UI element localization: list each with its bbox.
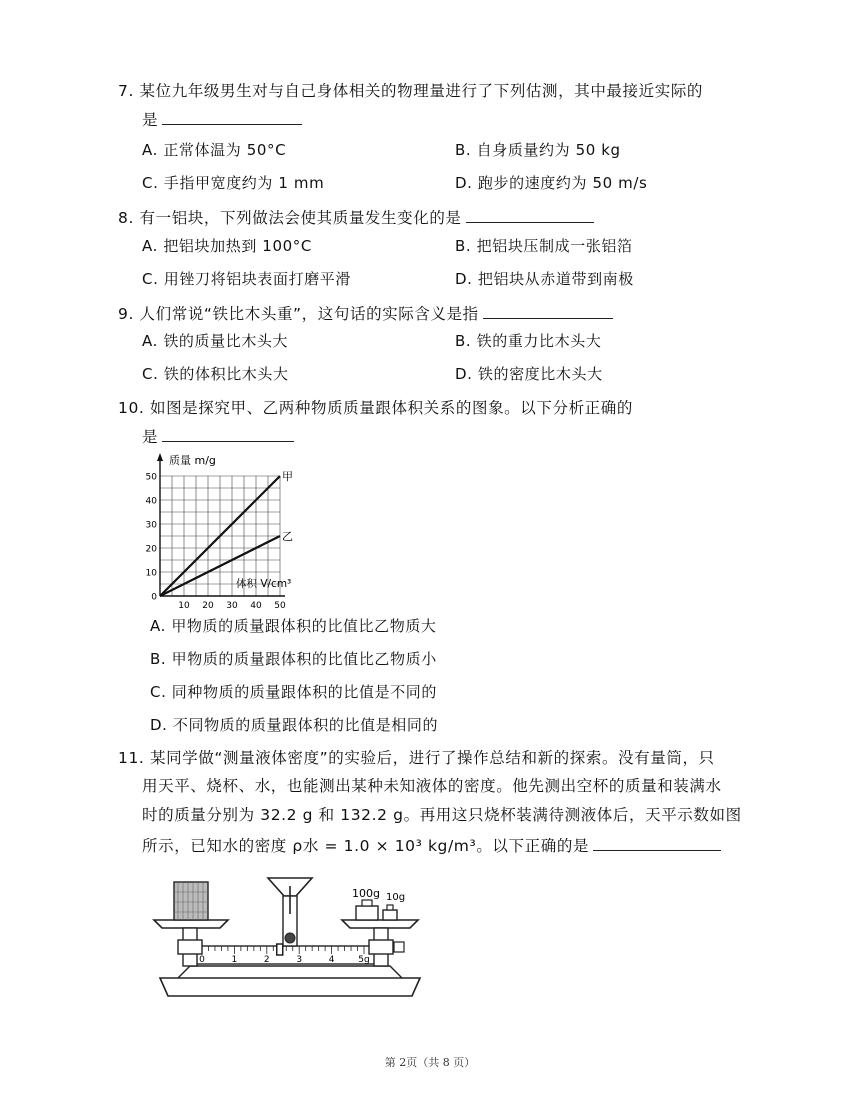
x-tick-label: 30 (226, 601, 238, 611)
q8-option-c[interactable]: C. 用锉刀将铝块表面打磨平滑 (142, 270, 352, 288)
page-footer: 第 2页（共 8 页） (384, 1056, 476, 1069)
y-axis-label: 质量 m/g (169, 454, 216, 467)
weight-100g (356, 906, 378, 920)
scale-label: 3 (296, 955, 303, 965)
y-tick-label: 40 (145, 496, 157, 507)
q10-stem-line1: 10. 如图是探究甲、乙两种物质质量跟体积关系的图象。以下分析正确的 (118, 399, 633, 417)
q8-option-d[interactable]: D. 把铝块从赤道带到南极 (455, 270, 634, 288)
scale-label: 1 (231, 955, 238, 965)
q10-option-a[interactable]: A. 甲物质的质量跟体积的比值比乙物质大 (150, 617, 437, 635)
q7-option-a[interactable]: A. 正常体温为 50°C (142, 141, 287, 159)
q7-stem-line1: 7. 某位九年级男生对与自己身体相关的物理量进行了下列估测，其中最接近实际的 (118, 82, 704, 100)
left-pan (154, 920, 228, 928)
balance-scale-bar (190, 946, 380, 964)
q11-stem-line2: 用天平、烧杯、水，也能测出某种未知液体的密度。他先测出空杯的质量和装满水 (142, 777, 722, 795)
x-tick-label: 40 (250, 601, 262, 611)
x-tick-label: 20 (202, 601, 214, 611)
q9-option-d[interactable]: D. 铁的密度比木头大 (455, 365, 603, 383)
q9-stem: 9. 人们常说“铁比木头重”，这句话的实际含义是指 (118, 300, 613, 326)
q7-option-c[interactable]: C. 手指甲宽度约为 1 mm (142, 174, 325, 192)
origin-label: 0 (151, 592, 157, 603)
q11-stem-line4: 所示，已知水的密度 ρ水 = 1.0 × 10³ kg/m³。以下正确的是 (142, 832, 721, 858)
balance-base (160, 978, 420, 996)
q7-option-b[interactable]: B. 自身质量约为 50 kg (455, 141, 621, 159)
weight-10g (383, 910, 397, 920)
answer-blank-q10[interactable] (162, 423, 294, 442)
right-pan (342, 920, 418, 928)
q9-option-b[interactable]: B. 铁的重力比木头大 (455, 332, 602, 350)
q11-stem-line3: 时的质量分别为 32.2 g 和 132.2 g。再用这只烧杯装满待测液体后，天平示数如图 (142, 806, 742, 824)
mass-volume-chart (140, 448, 293, 611)
chart-axes (157, 453, 285, 596)
x-tick-label: 10 (178, 601, 190, 611)
q10-option-d[interactable]: D. 不同物质的质量跟体积的比值是相同的 (150, 716, 439, 734)
y-tick-label: 30 (145, 520, 157, 531)
answer-blank-q7[interactable] (162, 106, 302, 125)
q7-stem-line2: 是 (142, 106, 302, 132)
q7-option-d[interactable]: D. 跑步的速度约为 50 m/s (455, 174, 648, 192)
rider[interactable] (277, 944, 283, 955)
weight-100g-label: 100g (352, 887, 380, 900)
scale-label: 5g (358, 955, 370, 965)
x-axis-label: 体积 V/cm³ (236, 578, 292, 590)
q8-option-b[interactable]: B. 把铝块压制成一张铝箔 (455, 237, 633, 255)
answer-blank-q11[interactable] (593, 832, 721, 851)
q10-stem-line2: 是 (142, 423, 294, 449)
y-tick-label: 50 (145, 472, 157, 483)
q11-stem-line1: 11. 某同学做“测量液体密度”的实验后，进行了操作总结和新的探索。没有量筒，只 (118, 749, 715, 767)
scale-label: 2 (263, 955, 270, 965)
answer-blank-q8[interactable] (466, 204, 594, 223)
answer-blank-q9[interactable] (483, 300, 613, 319)
y-tick-label: 10 (145, 568, 157, 579)
scale-label: 0 (199, 955, 205, 965)
weight-10g-label: 10g (386, 892, 406, 903)
q8-option-a[interactable]: A. 把铝块加热到 100°C (142, 237, 312, 255)
q10-option-b[interactable]: B. 甲物质的质量跟体积的比值比乙物质小 (150, 650, 437, 668)
q9-option-c[interactable]: C. 铁的体积比木头大 (142, 365, 289, 383)
y-axis-arrow (157, 453, 163, 461)
x-tick-label: 50 (274, 601, 286, 611)
q10-option-c[interactable]: C. 同种物质的质量跟体积的比值是不同的 (150, 683, 438, 701)
series-label-yi: 乙 (282, 530, 293, 543)
q9-option-a[interactable]: A. 铁的质量比木头大 (142, 332, 289, 350)
y-tick-label: 20 (145, 544, 157, 555)
q8-stem: 8. 有一铝块，下列做法会使其质量发生变化的是 (118, 204, 594, 230)
series-label-jia: 甲 (282, 470, 293, 483)
scale-label: 4 (328, 955, 335, 965)
balance-illustration (150, 868, 430, 1003)
